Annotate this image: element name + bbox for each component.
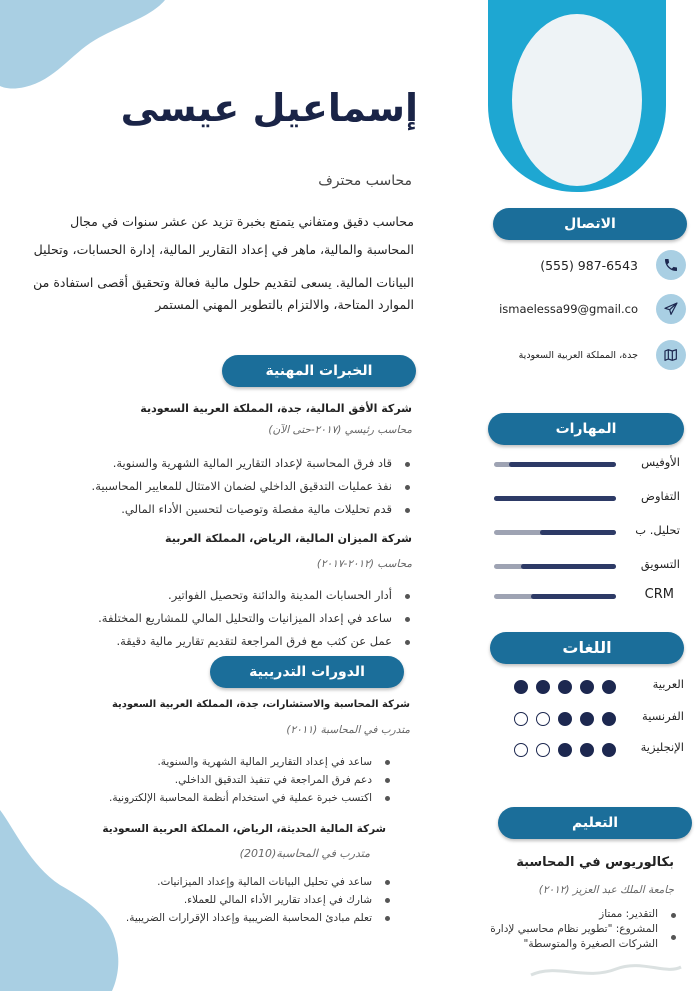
summary-line: الموارد المتاحة، والالتزام بالتطوير المهني المستمر <box>155 297 414 312</box>
section-header-training: الدورات التدريبية <box>210 656 404 688</box>
language-row <box>508 739 684 759</box>
phone-number[interactable]: (555) 987-6543 <box>540 257 638 273</box>
training-bullets <box>126 873 394 927</box>
contact-location <box>486 339 686 371</box>
training-company: شركة المحاسبة والاستشارات، جدة، المملكة العربية السعودية <box>111 699 410 710</box>
language-label: العربية <box>652 677 684 691</box>
skill-bar-track <box>494 496 616 501</box>
job-bullet: عمل عن كثب مع فرق المراجعة لتقديم تقارير مالية دقيقة. <box>98 630 414 653</box>
rating-dot-filled <box>536 680 550 694</box>
language-rating <box>514 712 616 726</box>
job-bullet: ساعد في إعداد الميزانيات والتحليل المالي للمشاريع المختلفة. <box>98 607 414 630</box>
profile-summary <box>0 208 414 316</box>
rating-dot-filled <box>602 712 616 726</box>
training-role: متدرب في المحاسبة(2010) <box>239 847 370 860</box>
language-row <box>508 708 684 728</box>
rating-dot-filled <box>580 743 594 757</box>
rating-dot-empty <box>536 743 550 757</box>
language-rating <box>514 680 616 694</box>
contact-phone <box>486 249 686 281</box>
job-role: محاسب رئيسي (٢٠١٧-حتى الآن) <box>268 424 412 436</box>
skill-label: CRM <box>644 587 674 602</box>
rating-dot-filled <box>602 680 616 694</box>
contact-email <box>486 293 686 325</box>
skill-label: التفاوض <box>641 489 680 503</box>
training-bullets <box>109 753 394 807</box>
job-bullet: قاد فرق المحاسبة لإعداد التقارير المالية الشهرية والسنوية. <box>92 452 414 475</box>
training-company: شركة المالية الحديثة، الرياض، المملكة العربية السعودية <box>102 823 386 835</box>
skill-bar-fill <box>531 594 616 599</box>
watermark-logo <box>526 955 686 985</box>
skill-bar-fill <box>521 564 616 569</box>
training-role: متدرب في المحاسبة (٢٠١١) <box>286 724 410 736</box>
rating-dot-filled <box>514 680 528 694</box>
rating-dot-empty <box>514 743 528 757</box>
training-bullet: ساعد في إعداد التقارير المالية الشهرية والسنوية. <box>109 753 394 771</box>
training-bullet: ساعد في تحليل البيانات المالية وإعداد الميزانيات. <box>126 873 394 891</box>
skill-bar-fill <box>509 462 616 467</box>
education-detail: التقدير: ممتاز <box>470 907 680 922</box>
decorative-blob-bottom-left <box>0 810 125 991</box>
summary-line: محاسب دقيق ومتفاني يتمتع بخبرة تزيد عن عشر سنوات في مجال <box>70 214 414 229</box>
skill-row <box>494 557 680 577</box>
decorative-blob-top-left <box>0 0 170 90</box>
education-university: جامعة الملك عبد العزيز (٢٠١٢) <box>538 884 674 896</box>
email-address[interactable]: ismaelessa99@gmail.co <box>499 302 638 316</box>
training-bullet: تعلم مبادئ المحاسبة الضريبية وإعداد الإقرارات الضريبية. <box>126 909 394 927</box>
section-header-education: التعليم <box>498 807 692 839</box>
job-company: شركة الأفق المالية، جدة، المملكة العربية السعودية <box>140 402 412 415</box>
education-degree: بكالوريوس في المحاسبة <box>516 855 674 870</box>
rating-dot-filled <box>580 680 594 694</box>
location: جدة، المملكة العربية السعودية <box>518 349 638 361</box>
profile-photo-frame <box>488 0 668 195</box>
skill-row <box>494 587 680 607</box>
candidate-name: إسماعيل عيسى <box>120 86 418 130</box>
rating-dot-empty <box>514 712 528 726</box>
training-bullet: اكتسب خبرة عملية في استخدام أنظمة المحاسبة الإلكترونية. <box>109 789 394 807</box>
training-bullet: شارك في إعداد تقارير الأداء المالي للعملاء. <box>126 891 394 909</box>
section-header-experience: الخبرات المهنية <box>222 355 416 387</box>
rating-dot-filled <box>558 712 572 726</box>
language-row <box>508 676 684 696</box>
phone-icon <box>656 250 686 280</box>
section-header-languages: اللغات <box>490 632 684 664</box>
map-icon <box>656 340 686 370</box>
skill-bar-track <box>494 530 616 535</box>
skill-label: تحليل. ب <box>635 523 680 537</box>
job-role: محاسب (٢٠١٢-٢٠١٧) <box>316 558 412 570</box>
rating-dot-filled <box>602 743 616 757</box>
education-detail: المشروع: "تطوير نظام محاسبي لإدارة الشركات الصغيرة والمتوسطة" <box>470 922 680 952</box>
skill-bar-track <box>494 462 616 467</box>
send-icon <box>656 294 686 324</box>
job-bullet: أدار الحسابات المدينة والدائنة وتحصيل الفواتير. <box>98 584 414 607</box>
skill-bar-track <box>494 564 616 569</box>
skill-row <box>494 523 680 543</box>
job-bullet: نفذ عمليات التدقيق الداخلي لضمان الامتثال للمعايير المحاسبية. <box>92 475 414 498</box>
rating-dot-filled <box>558 743 572 757</box>
education-details <box>470 907 680 952</box>
section-header-contact: الاتصال <box>493 208 687 240</box>
job-title: محاسب محترف <box>318 173 412 189</box>
section-header-skills: المهارات <box>488 413 684 445</box>
skill-bar-fill <box>494 496 616 501</box>
summary-line: البيانات المالية. يسعى لتقديم حلول مالية فعالة وتحقيق أقصى استفادة من <box>33 275 414 290</box>
skill-label: الأوفيس <box>641 455 680 469</box>
job-bullets <box>92 452 414 521</box>
rating-dot-empty <box>536 712 550 726</box>
skill-bar-track <box>494 594 616 599</box>
training-bullet: دعم فرق المراجعة في تنفيذ التدقيق الداخلي. <box>109 771 394 789</box>
language-label: الإنجليزية <box>640 740 684 754</box>
skill-bar-fill <box>540 530 616 535</box>
skill-row <box>494 455 680 475</box>
job-bullets <box>98 584 414 653</box>
profile-photo <box>512 14 642 186</box>
skill-row <box>494 489 680 509</box>
skill-label: التسويق <box>640 557 680 571</box>
job-bullet: قدم تحليلات مالية مفصلة وتوصيات لتحسين الأداء المالي. <box>92 498 414 521</box>
job-company: شركة الميزان المالية، الرياض، المملكة العربية <box>165 532 412 545</box>
language-label: الفرنسية <box>642 709 684 723</box>
summary-line: المحاسبة والمالية، ماهر في إعداد التقارير المالية، إدارة الحسابات، وتحليل <box>33 242 414 257</box>
rating-dot-filled <box>558 680 572 694</box>
rating-dot-filled <box>580 712 594 726</box>
language-rating <box>514 743 616 757</box>
